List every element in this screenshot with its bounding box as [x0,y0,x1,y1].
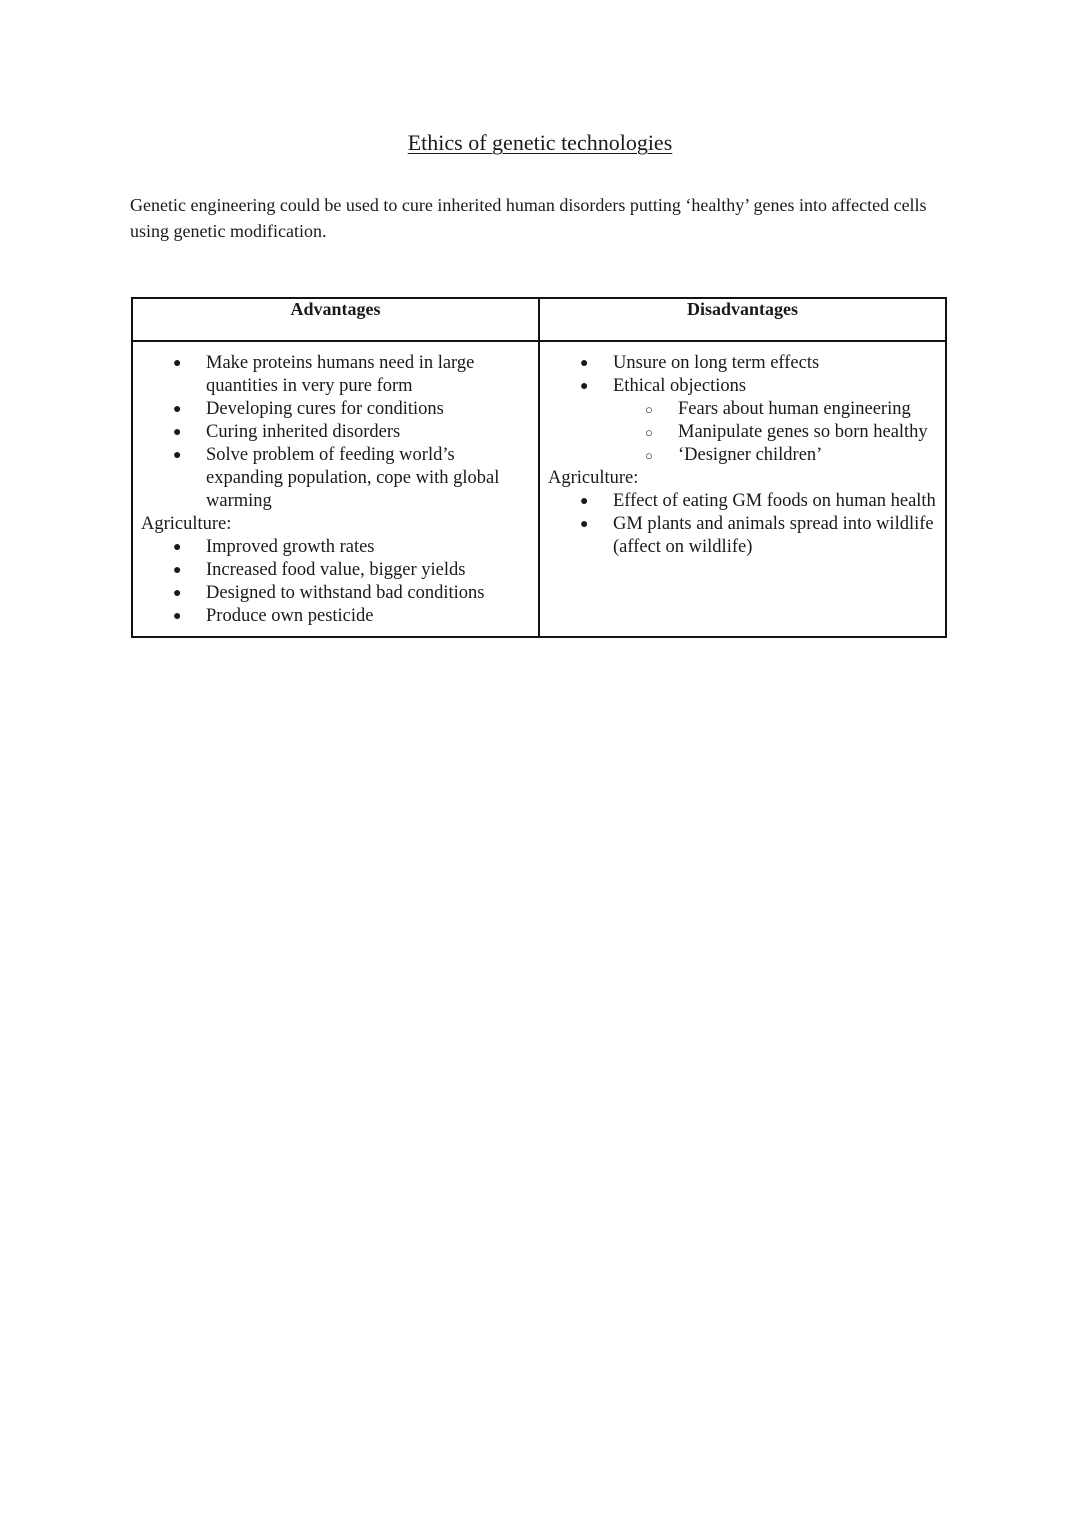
advantages-disadvantages-table [131,297,947,638]
disadvantages-list [548,352,937,398]
table-body-row [132,341,946,637]
page-title: Ethics of genetic technologies [407,130,673,155]
list-item: ● GM plants and animals spread into wildlife (affect on wildlife) [548,513,937,559]
disadvantages-agriculture-list [548,490,937,559]
sub-list-item: ○ ‘Designer children’ [548,444,937,467]
advantages-agriculture-label: Agriculture: [141,514,232,534]
list-item: ● Improved growth rates [141,536,530,559]
ethical-objections-sublist [548,398,937,467]
disadvantages-agriculture-label: Agriculture: [548,468,639,488]
disadvantages-header: Disadvantages [539,298,946,341]
sub-list-item: ○ Manipulate genes so born healthy [548,421,937,444]
list-item: ● Make proteins humans need in large quantities in very pure form [141,352,530,398]
sub-list-item: ○ Fears about human engineering [548,398,937,421]
advantages-agriculture-list [141,536,530,628]
advantages-list [141,352,530,513]
list-item: ● Curing inherited disorders [141,421,530,444]
disadvantages-cell [539,341,946,637]
list-item: ● Ethical objections [548,375,937,398]
list-item: ● Increased food value, bigger yields [141,559,530,582]
list-item: ● Unsure on long term effects [548,352,937,375]
advantages-header: Advantages [132,298,539,341]
list-item: ● Developing cures for conditions [141,398,530,421]
list-item: ● Solve problem of feeding world’s expanding population, cope with global warming [141,444,530,513]
table-header-row [132,298,946,341]
list-item: ● Produce own pesticide [141,605,530,628]
list-item: ● Designed to withstand bad conditions [141,582,530,605]
advantages-cell [132,341,539,637]
list-item: ● Effect of eating GM foods on human health [548,490,937,513]
intro-paragraph: Genetic engineering could be used to cure inherited human disorders putting ‘healthy’ genes into affected cells using genetic modification. [130,195,927,241]
